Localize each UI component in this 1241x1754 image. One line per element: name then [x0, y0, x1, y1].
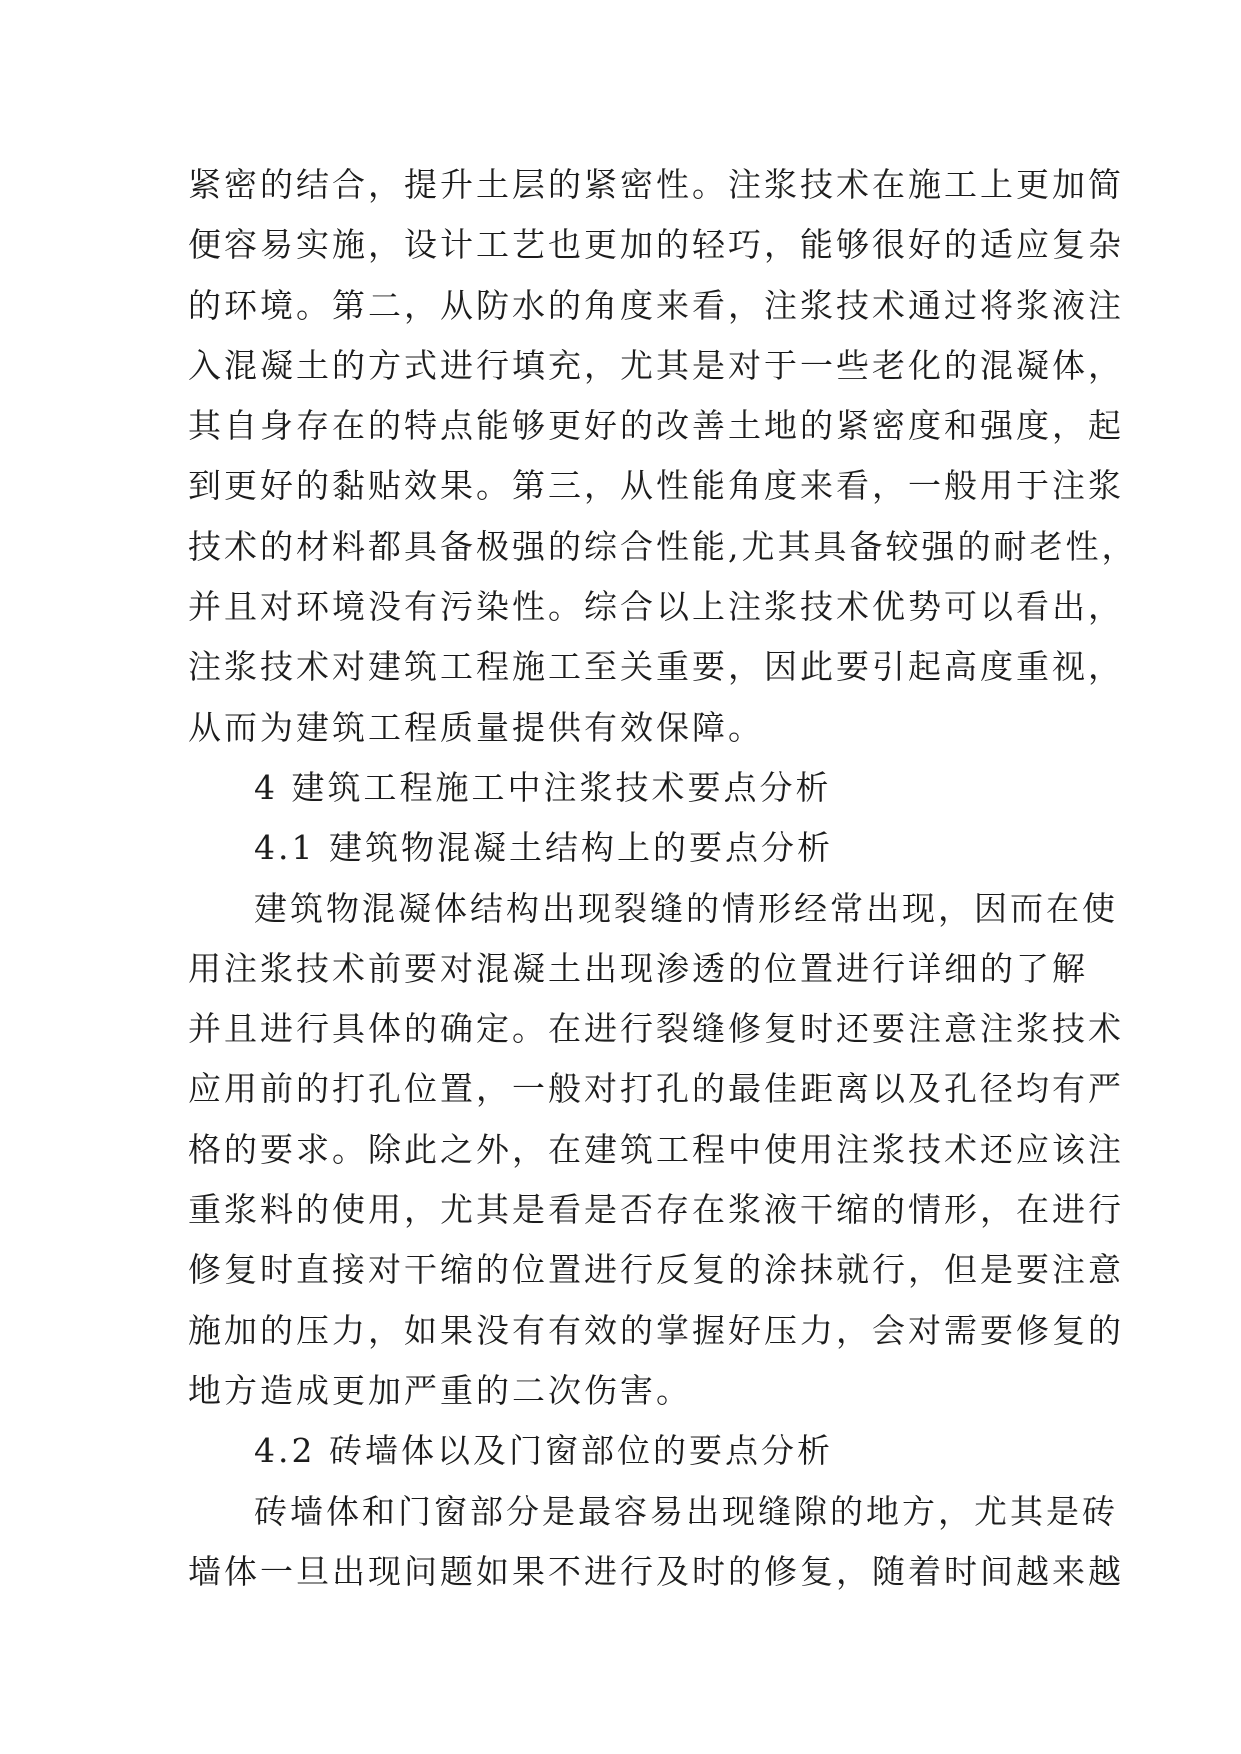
paragraph-line: 地方造成更加严重的二次伤害。 [188, 1370, 692, 1410]
paragraph-line: 技术的材料都具备极强的综合性能,尤其具备较强的耐老性， [188, 526, 1138, 566]
paragraph-line: 到更好的黏贴效果。第三，从性能角度来看，一般用于注浆 [188, 466, 1124, 506]
section-heading-line: 4.2 砖墙体以及门窗部位的要点分析 [254, 1431, 833, 1471]
paragraph-line: 建筑物混凝体结构出现裂缝的情形经常出现，因而在使 [254, 888, 1118, 928]
section-heading-line: 4 建筑工程施工中注浆技术要点分析 [254, 767, 832, 807]
paragraph-line: 其自身存在的特点能够更好的改善土地的紧密度和强度，起 [188, 406, 1124, 446]
paragraph-line: 入混凝土的方式进行填充，尤其是对于一些老化的混凝体， [188, 345, 1124, 385]
document-body [188, 155, 1138, 1602]
paragraph-line: 并且对环境没有污染性。综合以上注浆技术优势可以看出， [188, 587, 1124, 627]
paragraph-line: 用注浆技术前要对混凝土出现渗透的位置进行详细的了解 [188, 948, 1088, 988]
paragraph-line: 墙体一旦出现问题如果不进行及时的修复，随着时间越来越 [188, 1551, 1124, 1591]
paragraph-line: 便容易实施，设计工艺也更加的轻巧，能够很好的适应复杂 [188, 225, 1124, 265]
paragraph-line: 并且进行具体的确定。在进行裂缝修复时还要注意注浆技术 [188, 1009, 1124, 1049]
paragraph-line: 紧密的结合，提升土层的紧密性。注浆技术在施工上更加简 [188, 165, 1124, 204]
paragraph-line: 格的要求。除此之外，在建筑工程中使用注浆技术还应该注 [188, 1129, 1124, 1169]
paragraph-line: 重浆料的使用，尤其是看是否存在浆液干缩的情形，在进行 [188, 1190, 1124, 1230]
paragraph-line: 从而为建筑工程质量提供有效保障。 [188, 707, 764, 747]
paragraph-line: 应用前的打孔位置，一般对打孔的最佳距离以及孔径均有严 [188, 1069, 1124, 1109]
paragraph-line: 注浆技术对建筑工程施工至关重要，因此要引起高度重视， [188, 647, 1124, 687]
paragraph-line: 施加的压力，如果没有有效的掌握好压力，会对需要修复的 [188, 1310, 1124, 1350]
section-heading-line: 4.1 建筑物混凝土结构上的要点分析 [254, 828, 833, 868]
paragraph-line: 修复时直接对干缩的位置进行反复的涂抹就行，但是要注意 [188, 1250, 1124, 1290]
paragraph-line: 砖墙体和门窗部分是最容易出现缝隙的地方，尤其是砖 [254, 1491, 1118, 1531]
paragraph-line: 的环境。第二，从防水的角度来看，注浆技术通过将浆液注 [188, 285, 1124, 325]
